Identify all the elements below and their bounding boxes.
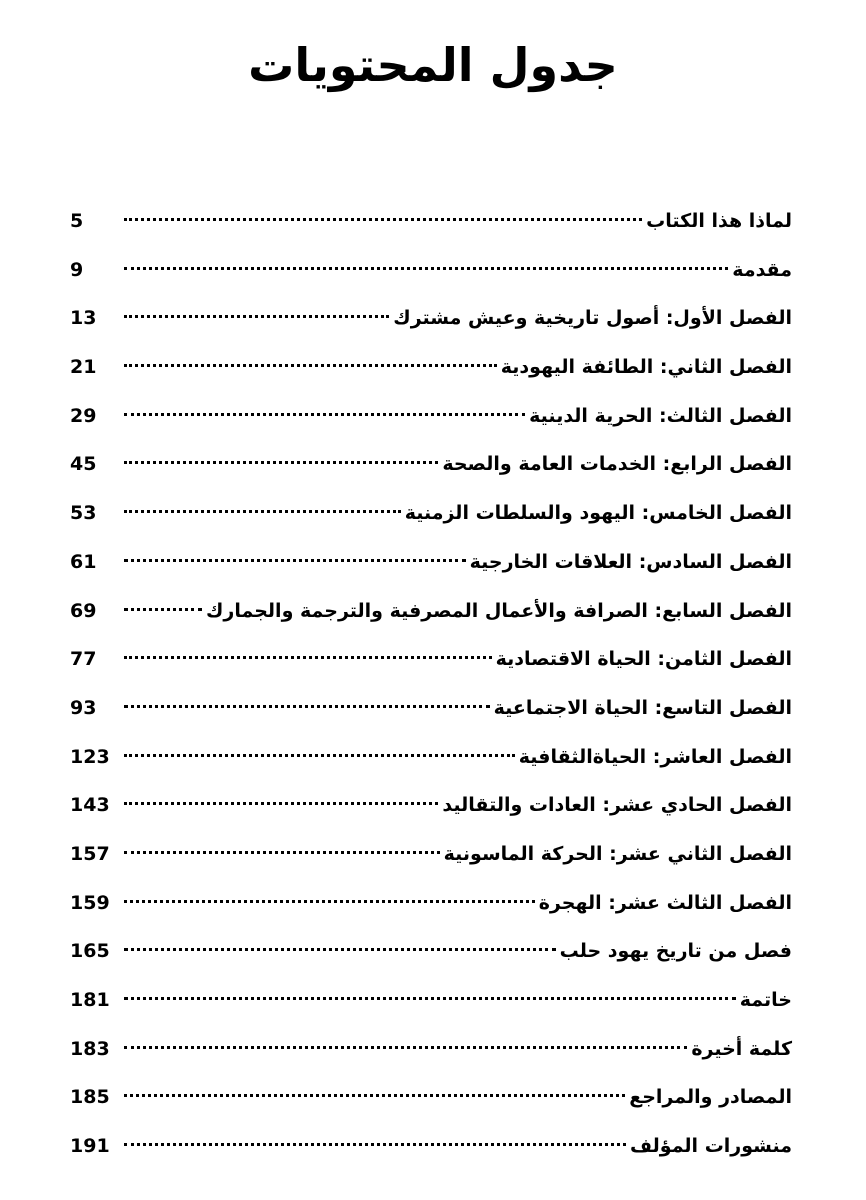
- toc-entry: [70, 1077, 792, 1126]
- toc-entry-page-number: 181: [70, 989, 110, 1011]
- toc-entry: [70, 1029, 792, 1078]
- toc-entry-label: الفصل الثاني عشر: الحركة الماسونية: [443, 842, 792, 865]
- toc-entry-label: كلمة أخيرة: [691, 1037, 792, 1060]
- dot-leader: [124, 754, 515, 757]
- toc-entry-page-number: 143: [70, 794, 110, 817]
- toc-entry-label: الفصل الثامن: الحياة الاقتصادية: [495, 648, 792, 671]
- dot-leader: [124, 364, 497, 367]
- dot-leader: [124, 461, 438, 464]
- dot-leader: [124, 997, 736, 1000]
- toc-entry: [70, 444, 792, 493]
- toc-entry-label: الفصل الرابع: الخدمات العامة والصحة: [442, 453, 792, 476]
- toc-entry-label: مقدمة: [732, 258, 792, 281]
- toc-entry-page-number: 77: [70, 648, 97, 671]
- toc-entry-label: منشورات المؤلف: [630, 1135, 792, 1158]
- toc-entry: [70, 298, 792, 347]
- toc-entry-page-number: 159: [70, 891, 110, 914]
- dot-leader: [124, 267, 728, 270]
- toc-entry-page-number: 93: [70, 696, 97, 719]
- toc-entry-page-number: 61: [70, 550, 97, 573]
- toc-entry: [70, 347, 792, 396]
- dot-leader: [124, 900, 535, 903]
- toc-entry-label: المصادر والمراجع: [629, 1086, 792, 1109]
- toc-entry: [70, 250, 792, 299]
- toc-entry: [70, 493, 792, 542]
- toc-entry-page-number: 5: [70, 210, 84, 232]
- toc-entry-page-number: 21: [70, 356, 97, 379]
- dot-leader: [124, 608, 202, 611]
- toc-entry-label: فصل من تاريخ يهود حلب: [559, 940, 792, 963]
- toc-entry: [70, 591, 792, 640]
- dot-leader: [124, 413, 525, 416]
- toc-entry-page-number: 29: [70, 404, 97, 427]
- toc-entry-page-number: 165: [70, 940, 110, 963]
- toc-entry-label: لماذا هذا الكتاب: [646, 210, 792, 232]
- dot-leader: [124, 705, 490, 708]
- dot-leader: [124, 851, 440, 854]
- page-title: جدول المحتويات: [248, 38, 618, 92]
- toc-entry-label: الفصل التاسع: الحياة الاجتماعية: [493, 696, 792, 719]
- toc-entry-page-number: 69: [70, 599, 97, 622]
- toc-entry-label: الفصل الثالث: الحرية الدينية: [529, 404, 792, 427]
- toc-entry: [70, 1126, 792, 1175]
- toc-entry-page-number: 123: [70, 745, 110, 768]
- toc-entry-page-number: 13: [70, 307, 97, 330]
- toc-entry-label: الفصل السابع: الصرافة والأعمال المصرفية والترجمة والجمارك: [206, 599, 792, 622]
- dot-leader: [124, 1094, 625, 1097]
- toc-entry: [70, 785, 792, 834]
- toc-entry: [70, 542, 792, 591]
- toc-entry-page-number: 191: [70, 1135, 110, 1158]
- toc-entry-page-number: 9: [70, 258, 84, 281]
- dot-leader: [124, 1143, 626, 1146]
- toc-entry-page-number: 157: [70, 842, 110, 865]
- table-of-contents: [70, 201, 792, 1175]
- toc-entry-label: الفصل السادس: العلاقات الخارجية: [469, 550, 792, 573]
- toc-entry: [70, 396, 792, 445]
- toc-entry-label: الفصل الخامس: اليهود والسلطات الزمنية: [404, 502, 792, 525]
- dot-leader: [124, 510, 401, 513]
- toc-entry: [70, 737, 792, 786]
- dot-leader: [124, 559, 466, 562]
- toc-entry: [70, 883, 792, 932]
- toc-entry-label: الفصل الثاني: الطائفة اليهودية: [500, 356, 792, 379]
- toc-entry-label: خاتمة: [739, 989, 792, 1011]
- toc-entry: [70, 688, 792, 737]
- toc-entry-label: الفصل الحادي عشر: العادات والتقاليد: [442, 794, 792, 817]
- dot-leader: [124, 948, 556, 951]
- toc-entry: [70, 639, 792, 688]
- toc-entry-page-number: 185: [70, 1086, 110, 1109]
- dot-leader: [124, 656, 492, 659]
- dot-leader: [124, 218, 642, 221]
- dot-leader: [124, 802, 438, 805]
- toc-entry: [70, 980, 792, 1029]
- toc-entry: [70, 834, 792, 883]
- dot-leader: [124, 1046, 687, 1049]
- toc-entry-label: الفصل الثالث عشر: الهجرة: [538, 891, 792, 914]
- toc-entry-page-number: 53: [70, 502, 97, 525]
- toc-entry-label: الفصل الأول: أصول تاريخية وعيش مشترك: [393, 307, 792, 330]
- dot-leader: [124, 315, 389, 318]
- toc-entry-label: الفصل العاشر: الحياةالثقافية: [518, 745, 792, 768]
- toc-entry: [70, 201, 792, 250]
- toc-entry-page-number: 183: [70, 1037, 110, 1060]
- toc-entry: [70, 931, 792, 980]
- toc-entry-page-number: 45: [70, 453, 97, 476]
